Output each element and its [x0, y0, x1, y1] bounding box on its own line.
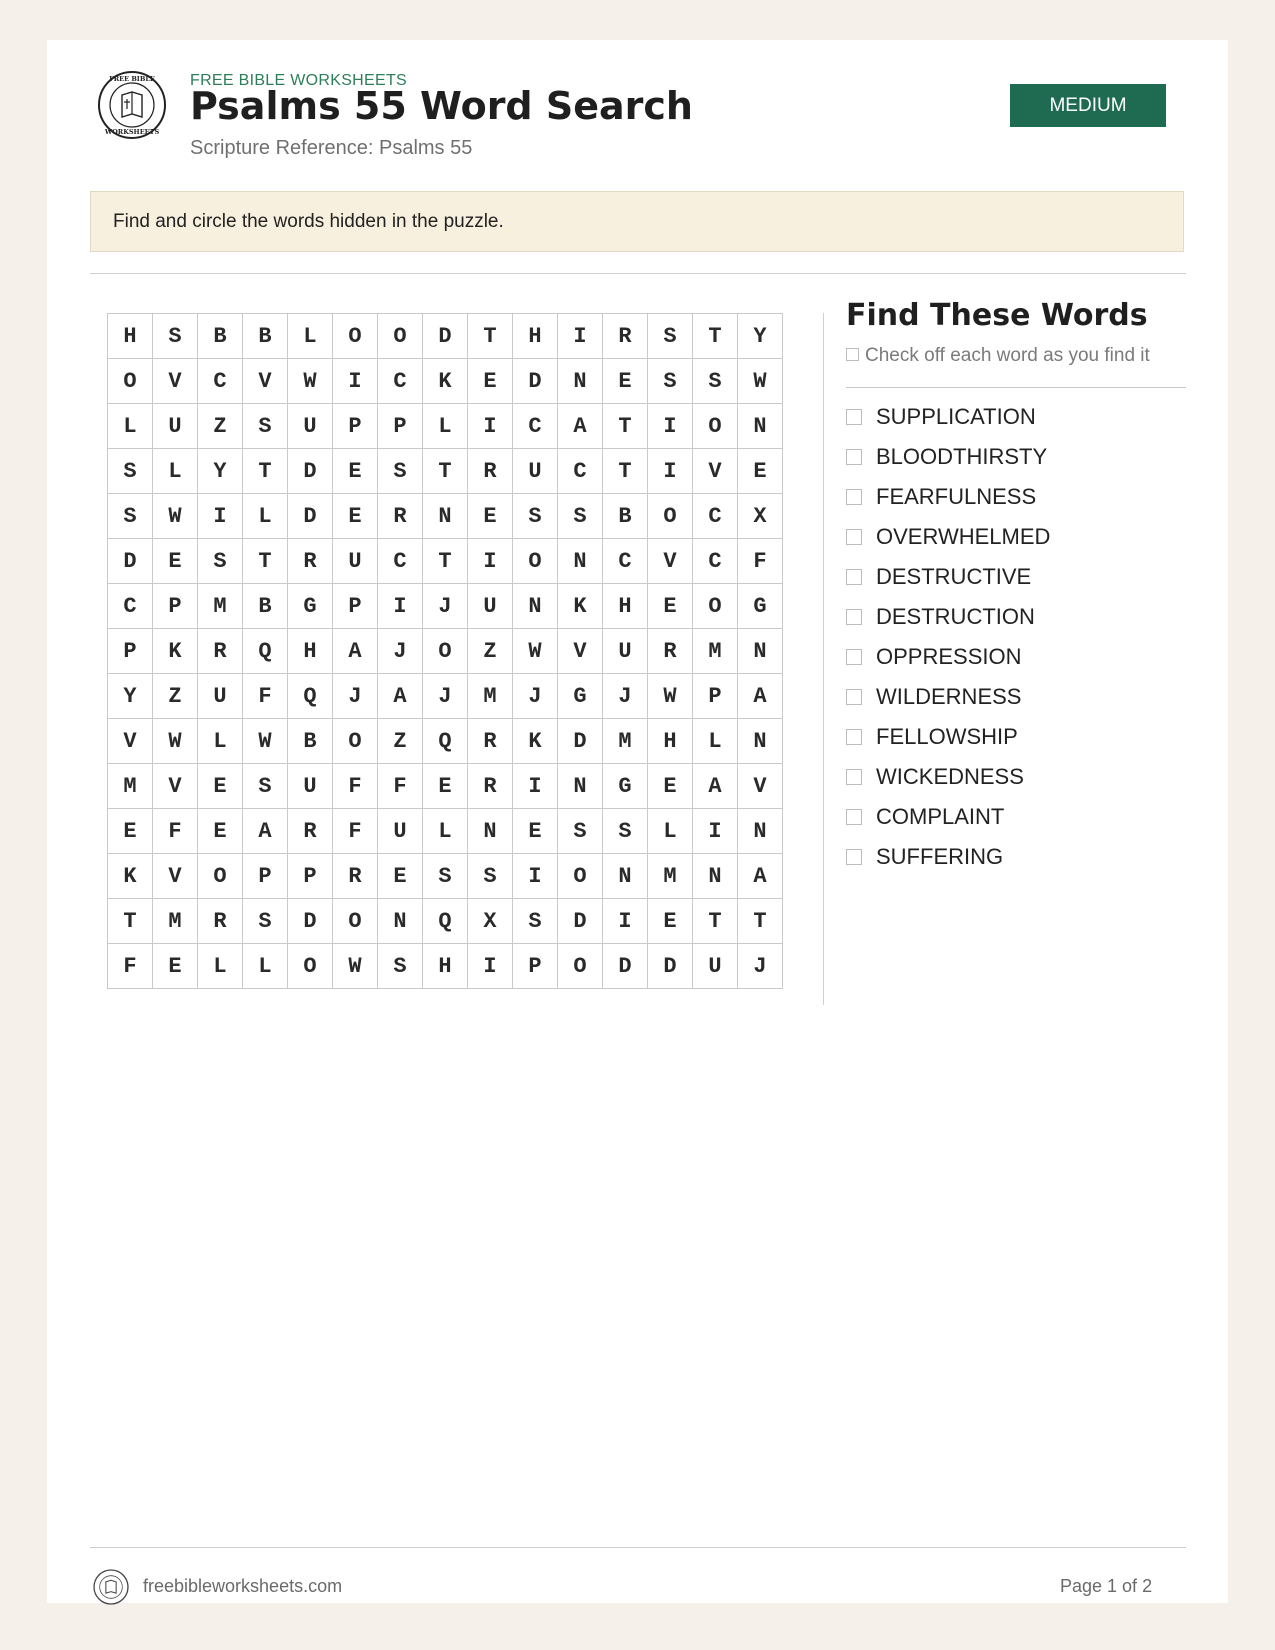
grid-cell[interactable]: M	[108, 764, 153, 809]
svg-text:FREE BIBLE: FREE BIBLE	[109, 75, 155, 83]
grid-cell[interactable]: Z	[198, 404, 243, 449]
grid-cell[interactable]: I	[558, 314, 603, 359]
grid-cell[interactable]: J	[378, 629, 423, 674]
grid-cell[interactable]: H	[513, 314, 558, 359]
scripture-reference: Scripture Reference: Psalms 55	[190, 137, 473, 159]
section-divider	[90, 273, 1186, 274]
grid-cell[interactable]: D	[648, 944, 693, 989]
grid-cell[interactable]: R	[603, 314, 648, 359]
grid-cell[interactable]: D	[423, 314, 468, 359]
word-list-item	[846, 597, 1050, 637]
grid-cell[interactable]: O	[513, 539, 558, 584]
grid-cell[interactable]: G	[558, 674, 603, 719]
grid-cell[interactable]: U	[288, 764, 333, 809]
grid-cell[interactable]: N	[558, 764, 603, 809]
grid-cell[interactable]: C	[378, 539, 423, 584]
grid-cell[interactable]: V	[108, 719, 153, 764]
grid-cell[interactable]: F	[378, 764, 423, 809]
word-checkbox[interactable]	[846, 449, 862, 465]
grid-row	[108, 404, 783, 449]
svg-text:WORKSHEETS: WORKSHEETS	[104, 128, 160, 136]
grid-cell[interactable]: U	[693, 944, 738, 989]
grid-cell[interactable]: U	[378, 809, 423, 854]
grid-cell[interactable]: W	[738, 359, 783, 404]
word-list-item	[846, 397, 1050, 437]
grid-cell[interactable]: A	[738, 854, 783, 899]
grid-cell[interactable]: L	[198, 944, 243, 989]
grid-cell[interactable]: O	[333, 314, 378, 359]
word-checkbox[interactable]	[846, 689, 862, 705]
grid-cell[interactable]: O	[198, 854, 243, 899]
word-label: FELLOWSHIP	[876, 724, 1018, 749]
grid-cell[interactable]: N	[738, 404, 783, 449]
grid-cell[interactable]: L	[693, 719, 738, 764]
grid-cell[interactable]: I	[648, 404, 693, 449]
grid-cell[interactable]: V	[153, 359, 198, 404]
grid-cell[interactable]: E	[423, 764, 468, 809]
grid-cell[interactable]: F	[333, 764, 378, 809]
grid-cell[interactable]: A	[378, 674, 423, 719]
grid-cell[interactable]: Z	[153, 674, 198, 719]
grid-row	[108, 764, 783, 809]
grid-cell[interactable]: P	[333, 584, 378, 629]
grid-cell[interactable]: I	[468, 539, 513, 584]
grid-cell[interactable]: D	[513, 359, 558, 404]
grid-cell[interactable]: H	[603, 584, 648, 629]
word-label: OPPRESSION	[876, 644, 1022, 669]
word-list-item	[846, 437, 1050, 477]
grid-row	[108, 584, 783, 629]
difficulty-badge: MEDIUM	[1010, 84, 1166, 127]
grid-cell[interactable]: F	[153, 809, 198, 854]
grid-cell[interactable]: A	[693, 764, 738, 809]
grid-row	[108, 854, 783, 899]
grid-cell[interactable]: R	[468, 719, 513, 764]
word-label: DESTRUCTION	[876, 604, 1035, 629]
grid-cell[interactable]: P	[243, 854, 288, 899]
word-list-item	[846, 717, 1050, 757]
grid-cell[interactable]: L	[243, 494, 288, 539]
grid-cell[interactable]: A	[738, 674, 783, 719]
grid-cell[interactable]: E	[153, 539, 198, 584]
grid-cell[interactable]: D	[288, 449, 333, 494]
grid-cell[interactable]: D	[558, 719, 603, 764]
word-label: WILDERNESS	[876, 684, 1022, 709]
grid-cell[interactable]: B	[243, 584, 288, 629]
word-checkbox[interactable]	[846, 809, 862, 825]
grid-cell[interactable]: O	[558, 944, 603, 989]
grid-cell[interactable]: E	[738, 449, 783, 494]
word-label: OVERWHELMED	[876, 524, 1051, 549]
grid-cell[interactable]: K	[558, 584, 603, 629]
word-list-item	[846, 517, 1050, 557]
page-title: Psalms 55 Word Search	[190, 84, 693, 128]
grid-cell[interactable]: U	[153, 404, 198, 449]
grid-cell[interactable]: X	[468, 899, 513, 944]
grid-cell[interactable]: L	[108, 404, 153, 449]
grid-cell[interactable]: S	[198, 539, 243, 584]
grid-cell[interactable]: S	[558, 809, 603, 854]
word-list-item	[846, 797, 1050, 837]
word-list-title: Find These Words	[846, 298, 1148, 333]
grid-cell[interactable]: W	[513, 629, 558, 674]
grid-cell[interactable]: S	[108, 449, 153, 494]
word-label: SUPPLICATION	[876, 404, 1036, 429]
instructions-box: Find and circle the words hidden in the puzzle.	[90, 191, 1184, 252]
grid-cell[interactable]: I	[198, 494, 243, 539]
grid-cell[interactable]: B	[603, 494, 648, 539]
bible-logo-icon	[97, 70, 167, 140]
grid-cell[interactable]: O	[378, 314, 423, 359]
grid-cell[interactable]: E	[603, 359, 648, 404]
grid-cell[interactable]: F	[738, 539, 783, 584]
footer-divider	[90, 1547, 1186, 1548]
grid-cell[interactable]: Q	[243, 629, 288, 674]
grid-cell[interactable]: E	[648, 764, 693, 809]
grid-cell[interactable]: E	[153, 944, 198, 989]
grid-cell[interactable]: P	[153, 584, 198, 629]
grid-cell[interactable]: S	[648, 314, 693, 359]
grid-cell[interactable]: L	[648, 809, 693, 854]
grid-cell[interactable]: R	[333, 854, 378, 899]
grid-cell[interactable]: M	[648, 854, 693, 899]
grid-cell[interactable]: U	[288, 404, 333, 449]
grid-row	[108, 539, 783, 584]
grid-cell[interactable]: K	[153, 629, 198, 674]
word-list-item	[846, 637, 1050, 677]
grid-cell[interactable]: D	[288, 899, 333, 944]
grid-cell[interactable]: K	[108, 854, 153, 899]
grid-cell[interactable]: D	[288, 494, 333, 539]
grid-cell[interactable]: I	[378, 584, 423, 629]
grid-cell[interactable]: T	[243, 539, 288, 584]
grid-cell[interactable]: T	[603, 449, 648, 494]
word-list-item	[846, 677, 1050, 717]
grid-cell[interactable]: U	[468, 584, 513, 629]
grid-cell[interactable]: S	[558, 494, 603, 539]
grid-cell[interactable]: L	[153, 449, 198, 494]
grid-cell[interactable]: N	[603, 854, 648, 899]
grid-cell[interactable]: R	[648, 629, 693, 674]
grid-cell[interactable]: S	[243, 404, 288, 449]
grid-cell[interactable]: T	[423, 539, 468, 584]
grid-cell[interactable]: U	[333, 539, 378, 584]
grid-cell[interactable]: M	[153, 899, 198, 944]
grid-cell[interactable]: G	[603, 764, 648, 809]
grid-cell[interactable]: G	[738, 584, 783, 629]
grid-cell[interactable]: S	[468, 854, 513, 899]
grid-cell[interactable]: N	[693, 854, 738, 899]
grid-cell[interactable]: R	[198, 629, 243, 674]
grid-cell[interactable]: J	[333, 674, 378, 719]
grid-cell[interactable]: W	[288, 359, 333, 404]
grid-cell[interactable]: N	[468, 809, 513, 854]
grid-cell[interactable]: E	[108, 809, 153, 854]
grid-cell[interactable]: H	[288, 629, 333, 674]
grid-cell[interactable]: J	[513, 674, 558, 719]
grid-cell[interactable]: V	[738, 764, 783, 809]
grid-cell[interactable]: F	[243, 674, 288, 719]
grid-cell[interactable]: E	[513, 809, 558, 854]
grid-cell[interactable]: O	[693, 584, 738, 629]
grid-cell[interactable]: H	[648, 719, 693, 764]
grid-cell[interactable]: S	[378, 944, 423, 989]
grid-cell[interactable]: C	[108, 584, 153, 629]
grid-cell[interactable]: L	[198, 719, 243, 764]
grid-cell[interactable]: E	[468, 359, 513, 404]
grid-cell[interactable]: C	[378, 359, 423, 404]
column-divider	[823, 313, 824, 1005]
grid-cell[interactable]: K	[513, 719, 558, 764]
grid-cell[interactable]: U	[603, 629, 648, 674]
grid-row	[108, 314, 783, 359]
grid-cell[interactable]: I	[513, 854, 558, 899]
grid-cell[interactable]: J	[603, 674, 648, 719]
grid-cell[interactable]: R	[288, 539, 333, 584]
word-checkbox[interactable]	[846, 769, 862, 785]
grid-cell[interactable]: N	[558, 539, 603, 584]
word-checkbox[interactable]	[846, 729, 862, 745]
grid-cell[interactable]: S	[648, 359, 693, 404]
grid-cell[interactable]: E	[468, 494, 513, 539]
grid-cell[interactable]: Y	[738, 314, 783, 359]
grid-cell[interactable]: U	[513, 449, 558, 494]
grid-cell[interactable]: S	[423, 854, 468, 899]
grid-cell[interactable]: L	[288, 314, 333, 359]
grid-cell[interactable]: M	[468, 674, 513, 719]
grid-cell[interactable]: W	[243, 719, 288, 764]
grid-cell[interactable]: Z	[378, 719, 423, 764]
grid-cell[interactable]: V	[648, 539, 693, 584]
word-label: SUFFERING	[876, 844, 1004, 869]
checkbox-icon	[846, 348, 859, 361]
grid-cell[interactable]: I	[333, 359, 378, 404]
grid-cell[interactable]: X	[738, 494, 783, 539]
grid-cell[interactable]: B	[243, 314, 288, 359]
grid-cell[interactable]: A	[333, 629, 378, 674]
word-label: BLOODTHIRSTY	[876, 444, 1048, 469]
grid-cell[interactable]: U	[198, 674, 243, 719]
grid-cell[interactable]: V	[153, 764, 198, 809]
grid-cell[interactable]: L	[423, 809, 468, 854]
word-list-hint	[846, 345, 1150, 367]
grid-row	[108, 944, 783, 989]
grid-cell[interactable]: R	[468, 449, 513, 494]
grid-cell[interactable]: V	[153, 854, 198, 899]
site-eyebrow: FREE BIBLE WORKSHEETS	[190, 72, 408, 89]
grid-cell[interactable]: Q	[423, 719, 468, 764]
grid-cell[interactable]: I	[693, 809, 738, 854]
grid-cell[interactable]: O	[108, 359, 153, 404]
grid-cell[interactable]: C	[603, 539, 648, 584]
grid-cell[interactable]: C	[513, 404, 558, 449]
grid-cell[interactable]: V	[243, 359, 288, 404]
grid-cell[interactable]: M	[198, 584, 243, 629]
grid-cell[interactable]: I	[468, 944, 513, 989]
grid-cell[interactable]: C	[558, 449, 603, 494]
word-checkbox[interactable]	[846, 569, 862, 585]
grid-cell[interactable]: N	[738, 719, 783, 764]
grid-cell[interactable]: T	[243, 449, 288, 494]
page-number: Page 1 of 2	[1060, 1576, 1153, 1596]
word-checkbox[interactable]	[846, 649, 862, 665]
word-list-divider	[846, 387, 1186, 388]
word-list-item	[846, 757, 1050, 797]
grid-cell[interactable]: B	[198, 314, 243, 359]
grid-cell[interactable]: R	[288, 809, 333, 854]
bible-logo-icon-small	[93, 1569, 129, 1605]
grid-cell[interactable]: E	[333, 494, 378, 539]
grid-cell[interactable]: C	[198, 359, 243, 404]
grid-cell[interactable]: E	[648, 584, 693, 629]
grid-cell[interactable]: Z	[468, 629, 513, 674]
grid-cell[interactable]: P	[693, 674, 738, 719]
grid-cell[interactable]: A	[243, 809, 288, 854]
worksheet-header	[47, 40, 1228, 190]
grid-row	[108, 719, 783, 764]
grid-cell[interactable]: J	[738, 944, 783, 989]
grid-cell[interactable]: S	[513, 494, 558, 539]
grid-cell[interactable]: G	[288, 584, 333, 629]
word-checkbox[interactable]	[846, 529, 862, 545]
grid-cell[interactable]: R	[378, 494, 423, 539]
grid-row	[108, 629, 783, 674]
footer-site-link[interactable]: freebibleworksheets.com	[143, 1576, 343, 1596]
grid-cell[interactable]: H	[423, 944, 468, 989]
grid-cell[interactable]: T	[423, 449, 468, 494]
grid-cell[interactable]: W	[648, 674, 693, 719]
grid-cell[interactable]: S	[378, 449, 423, 494]
word-list-hint-text: Check off each word as you find it	[865, 345, 1150, 366]
grid-cell[interactable]: S	[243, 764, 288, 809]
grid-cell[interactable]: H	[108, 314, 153, 359]
grid-cell[interactable]: O	[648, 494, 693, 539]
word-list-item	[846, 837, 1050, 877]
grid-cell[interactable]: P	[513, 944, 558, 989]
word-checkbox[interactable]	[846, 609, 862, 625]
grid-cell[interactable]: N	[558, 359, 603, 404]
grid-cell[interactable]: N	[738, 629, 783, 674]
grid-cell[interactable]: B	[288, 719, 333, 764]
grid-cell[interactable]: P	[378, 404, 423, 449]
grid-cell[interactable]: J	[423, 674, 468, 719]
word-search-grid	[107, 313, 783, 989]
grid-cell[interactable]: O	[693, 404, 738, 449]
grid-cell[interactable]: Y	[108, 674, 153, 719]
grid-cell[interactable]: R	[198, 899, 243, 944]
grid-cell[interactable]: I	[603, 899, 648, 944]
grid-cell[interactable]: O	[333, 719, 378, 764]
grid-cell[interactable]: A	[558, 404, 603, 449]
word-label: DESTRUCTIVE	[876, 564, 1032, 589]
grid-cell[interactable]: W	[153, 719, 198, 764]
grid-cell[interactable]: D	[558, 899, 603, 944]
grid-cell[interactable]: T	[738, 899, 783, 944]
grid-row	[108, 494, 783, 539]
grid-cell[interactable]: P	[333, 404, 378, 449]
grid-cell[interactable]: O	[423, 629, 468, 674]
grid-cell[interactable]: Y	[198, 449, 243, 494]
grid-cell[interactable]: E	[333, 449, 378, 494]
grid-cell[interactable]: S	[603, 809, 648, 854]
word-list-item	[846, 557, 1050, 597]
grid-cell[interactable]: F	[108, 944, 153, 989]
grid-cell[interactable]: N	[423, 494, 468, 539]
grid-cell[interactable]: L	[423, 404, 468, 449]
grid-cell[interactable]: I	[513, 764, 558, 809]
grid-cell[interactable]: N	[378, 899, 423, 944]
grid-cell[interactable]: E	[198, 809, 243, 854]
grid-cell[interactable]: W	[333, 944, 378, 989]
grid-cell[interactable]: S	[513, 899, 558, 944]
grid-cell[interactable]: W	[153, 494, 198, 539]
grid-cell[interactable]: C	[693, 539, 738, 584]
grid-cell[interactable]: C	[693, 494, 738, 539]
grid-cell[interactable]: V	[693, 449, 738, 494]
word-checkbox[interactable]	[846, 489, 862, 505]
grid-cell[interactable]: R	[468, 764, 513, 809]
grid-cell[interactable]: K	[423, 359, 468, 404]
grid-cell[interactable]: P	[288, 854, 333, 899]
grid-cell[interactable]: D	[108, 539, 153, 584]
word-checkbox[interactable]	[846, 849, 862, 865]
grid-cell[interactable]: L	[243, 944, 288, 989]
grid-cell[interactable]: O	[333, 899, 378, 944]
grid-cell[interactable]: I	[468, 404, 513, 449]
grid-cell[interactable]: E	[198, 764, 243, 809]
grid-cell[interactable]: O	[288, 944, 333, 989]
grid-cell[interactable]: D	[603, 944, 648, 989]
grid-cell[interactable]: V	[558, 629, 603, 674]
grid-cell[interactable]: J	[423, 584, 468, 629]
grid-cell[interactable]: E	[378, 854, 423, 899]
grid-cell[interactable]: T	[108, 899, 153, 944]
grid-cell[interactable]: N	[513, 584, 558, 629]
word-label: FEARFULNESS	[876, 484, 1037, 509]
grid-cell[interactable]: Q	[423, 899, 468, 944]
grid-row	[108, 899, 783, 944]
grid-row	[108, 809, 783, 854]
grid-row	[108, 674, 783, 719]
word-label: COMPLAINT	[876, 804, 1005, 829]
word-list-item	[846, 477, 1050, 517]
grid-cell[interactable]: E	[648, 899, 693, 944]
grid-cell[interactable]: T	[468, 314, 513, 359]
grid-cell[interactable]: T	[603, 404, 648, 449]
grid-row	[108, 359, 783, 404]
grid-cell[interactable]: S	[108, 494, 153, 539]
grid-cell[interactable]: F	[333, 809, 378, 854]
grid-cell[interactable]: S	[153, 314, 198, 359]
grid-row	[108, 449, 783, 494]
word-checkbox[interactable]	[846, 409, 862, 425]
grid-cell[interactable]: M	[693, 629, 738, 674]
worksheet-page	[47, 40, 1228, 1603]
grid-cell[interactable]: S	[693, 359, 738, 404]
grid-cell[interactable]: I	[648, 449, 693, 494]
grid-cell[interactable]: N	[738, 809, 783, 854]
grid-cell[interactable]: O	[558, 854, 603, 899]
grid-cell[interactable]: T	[693, 899, 738, 944]
grid-cell[interactable]: T	[693, 314, 738, 359]
grid-cell[interactable]: Q	[288, 674, 333, 719]
word-label: WICKEDNESS	[876, 764, 1024, 789]
grid-cell[interactable]: M	[603, 719, 648, 764]
word-list	[846, 397, 1050, 877]
grid-cell[interactable]: P	[108, 629, 153, 674]
grid-cell[interactable]: S	[243, 899, 288, 944]
